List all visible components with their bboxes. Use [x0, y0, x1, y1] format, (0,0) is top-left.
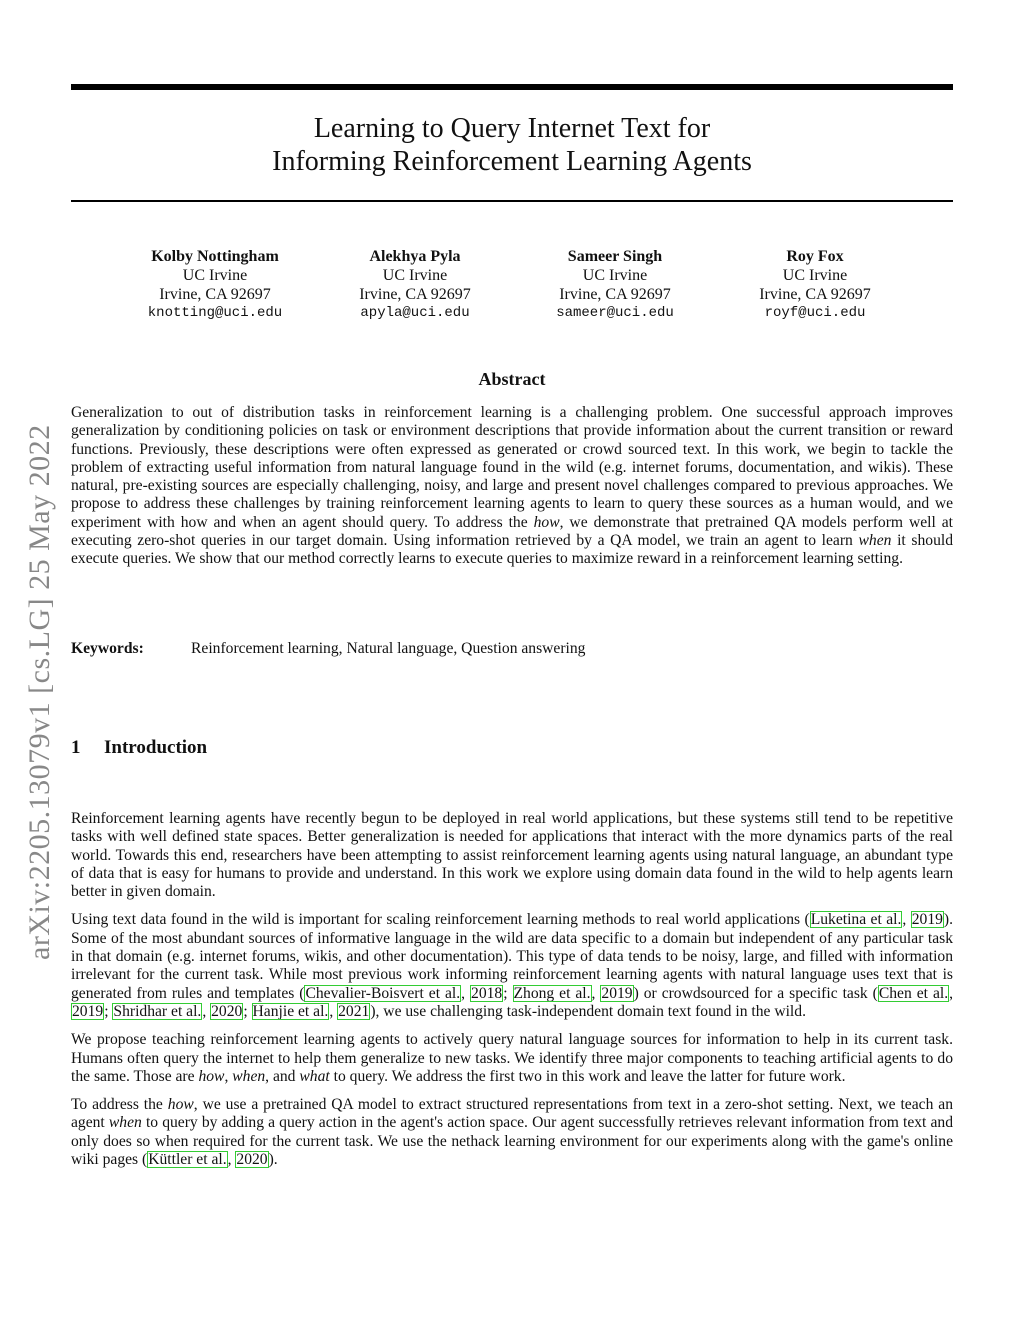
title-line-1: Learning to Query Internet Text for [313, 113, 711, 144]
author-address: Irvine, CA 92697 [559, 286, 671, 303]
title-rule-bottom [71, 200, 953, 202]
author-email: apyla@uci.edu [360, 305, 470, 321]
citation-link[interactable]: 2019 [911, 911, 943, 929]
author-block [520, 247, 710, 323]
author-name: Sameer Singh [567, 248, 663, 265]
author-address: Irvine, CA 92697 [759, 286, 871, 303]
title-line-2: Informing Reinforcement Learning Agents [272, 146, 752, 177]
author-email: royf@uci.edu [764, 305, 866, 321]
keywords-list: Reinforcement learning, Natural language, Question answering [191, 640, 586, 657]
author-email: sameer@uci.edu [556, 305, 674, 321]
citation-link[interactable]: Shridhar et al. [113, 1002, 202, 1020]
author-block [320, 247, 510, 323]
citation-link[interactable]: Hanjie et al. [252, 1002, 329, 1020]
keywords [71, 640, 953, 658]
paragraph: To address the how, we use a pretrained QA model to extract structured representations from text in a zero-shot setting. Next, we teach an agent when to query by adding a query action in the agent's action space. Our agent successfully retrieves relevant information from text and only does so when required for the current task. We use the nethack learning environment for our experiments along with the game's online wiki pages (Küttler et al., 2020). [71, 1096, 954, 1169]
citation-link[interactable]: Chen et al. [878, 984, 949, 1002]
author-affiliation: UC Irvine [782, 267, 848, 284]
abstract-text: Generalization to out of distribution tasks in reinforcement learning is a challenging problem. One successful approach improves generalization by conditioning policies on task or environment descriptions that provide information about the current transition or reward functions. Previously, these descriptions were often expressed as generated or crowd sourced text. In this work, we begin to tackle the problem of extracting useful information from natural language found in the wild (e.g. internet forums, documentation, and wikis). These natural, pre-existing sources are especially challenging, noisy, and large and present novel challenges compared to previous approaches. We propose to address these challenges by training reinforcement learning agents to learn to query these sources as a human would, and we experiment with how and when an agent should query. To address the how, we demonstrate that pretrained QA models perform well at executing zero-shot queries in our target domain. Using information retrieved by a QA model, we train an agent to learn when it should execute queries. We show that our method correctly learns to execute queries to maximize reward in a reinforcement learning setting. [71, 404, 954, 568]
citation-link[interactable]: 2018 [471, 984, 503, 1002]
paragraph: Reinforcement learning agents have recently begun to be deployed in real world applications, but these systems still tend to be repetitive tasks with well defined state spaces. Better generalization is needed for applications that interact with the more dynamics parts of the real world. Towards this end, researchers have been attempting to assist reinforcement learning agents using natural language, an abundant type of data that is easy for humans to provide and understand. In this work we explore using domain data found in the wild to help agents learn better in given domain. [71, 810, 953, 901]
citation-link[interactable]: 2019 [601, 984, 633, 1002]
introduction-body [71, 810, 953, 1179]
citation-link[interactable]: 2019 [72, 1002, 104, 1020]
author-address: Irvine, CA 92697 [159, 286, 271, 303]
section-heading [71, 737, 953, 759]
paper-title [71, 112, 953, 178]
title-rule-top [71, 84, 953, 90]
citation-link[interactable]: 2021 [338, 1002, 370, 1020]
citation-link[interactable]: Chevalier-Boisvert et al. [305, 984, 461, 1002]
paragraph: Using text data found in the wild is important for scaling reinforcement learning methods to real world applications (Luketina et al., 2019). Some of the most abundant sources of informative language in the wild are data specific to a domain but independent of any particular task in that domain (e.g. internet forums, wikis, and other documentation). This type of data tends to be noisy, large, and filled with information irrelevant for the current task. While most previous work informing reinforcement learning agents with natural language uses text that is generated from rules and templates (Chevalier-Boisvert et al., 2018; Zhong et al., 2019) or crowdsourced for a specific task (Chen et al., 2019; Shridhar et al., 2020; Hanjie et al., 2021), we use challenging task-independent domain text found in the wild. [71, 911, 954, 1020]
author-affiliation: UC Irvine [182, 267, 248, 284]
citation-link[interactable]: Luketina et al. [810, 911, 902, 929]
author-list [120, 247, 910, 323]
author-name: Alekhya Pyla [369, 248, 461, 265]
paragraph: We propose teaching reinforcement learning agents to actively query natural language sources for information to help in its current task. Humans often query the internet to help them generalize to new tasks. We identify three major components to teaching artificial agents to do the same. Those are how, when, and what to query. We address the first two in this work and leave the latter for future work. [71, 1031, 953, 1085]
author-name: Roy Fox [786, 248, 844, 265]
author-affiliation: UC Irvine [582, 267, 648, 284]
citation-link[interactable]: Zhong et al. [513, 984, 591, 1002]
author-name: Kolby Nottingham [151, 248, 279, 265]
author-block [720, 247, 910, 323]
arxiv-stamp: arXiv:2205.13079v1 [cs.LG] 25 May 2022 [23, 424, 56, 960]
section-title: Introduction [104, 737, 208, 758]
author-block [120, 247, 310, 323]
citation-link[interactable]: 2020 [211, 1002, 243, 1020]
author-email: knotting@uci.edu [147, 305, 283, 321]
author-affiliation: UC Irvine [382, 267, 448, 284]
citation-link[interactable]: 2020 [236, 1151, 268, 1169]
keywords-label: Keywords: [71, 640, 144, 657]
section-number: 1 [71, 737, 81, 758]
abstract-heading: Abstract [478, 369, 546, 389]
author-address: Irvine, CA 92697 [359, 286, 471, 303]
citation-link[interactable]: Küttler et al. [148, 1151, 227, 1169]
